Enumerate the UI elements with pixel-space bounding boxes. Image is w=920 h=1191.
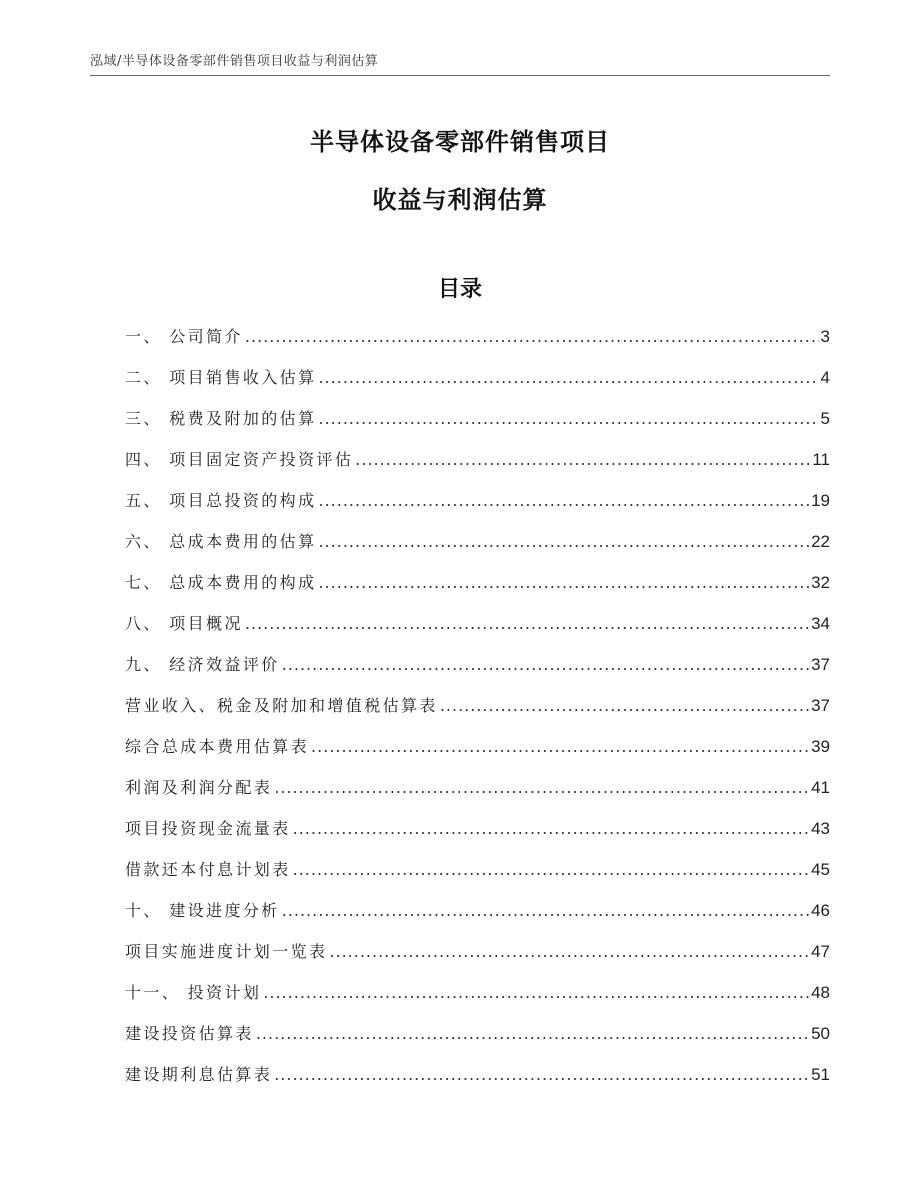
toc-entry[interactable]	[125, 316, 830, 357]
running-header: 泓域/半导体设备零部件销售项目收益与利润估算	[90, 54, 379, 69]
toc-entry-page: 19	[811, 491, 830, 510]
toc-entry-page: 50	[811, 1024, 830, 1043]
toc-entry-page: 22	[811, 532, 830, 551]
toc-entry-label: 综合总成本费用估算表	[125, 737, 310, 756]
table-of-contents	[125, 316, 830, 1095]
toc-entry-label: 一、 公司简介	[125, 327, 243, 346]
toc-entry-label: 借款还本付息计划表	[125, 860, 291, 879]
toc-entry-label: 十、 建设进度分析	[125, 901, 280, 920]
toc-entry-page: 34	[811, 614, 830, 633]
toc-leader-dots	[319, 480, 810, 521]
toc-entry[interactable]	[125, 644, 830, 685]
toc-leader-dots	[293, 808, 809, 849]
toc-entry-label: 八、 项目概况	[125, 614, 243, 633]
toc-entry[interactable]	[125, 603, 830, 644]
toc-leader-dots	[274, 1054, 809, 1095]
document-title-line-2: 收益与利润估算	[372, 186, 548, 214]
toc-entry[interactable]	[125, 972, 830, 1013]
toc-entry-page: 47	[811, 942, 830, 961]
toc-entry[interactable]	[125, 808, 830, 849]
toc-leader-dots	[256, 1013, 809, 1054]
toc-entry[interactable]	[125, 398, 830, 439]
toc-entry[interactable]	[125, 1054, 830, 1095]
toc-entry[interactable]	[125, 890, 830, 931]
toc-leader-dots	[319, 521, 810, 562]
toc-entry-page: 4	[820, 368, 830, 387]
toc-heading: 目录	[437, 277, 482, 302]
toc-leader-dots	[319, 562, 810, 603]
toc-entry-page: 51	[811, 1065, 830, 1084]
toc-entry-label: 七、 总成本费用的构成	[125, 573, 317, 592]
toc-entry-label: 建设期利息估算表	[125, 1065, 273, 1084]
toc-entry[interactable]	[125, 685, 830, 726]
toc-entry[interactable]	[125, 849, 830, 890]
toc-entry-page: 5	[820, 409, 830, 428]
toc-entry[interactable]	[125, 767, 830, 808]
toc-entry-page: 37	[811, 655, 830, 674]
toc-leader-dots	[319, 357, 819, 398]
toc-entry-label: 项目实施进度计划一览表	[125, 942, 328, 961]
toc-leader-dots	[293, 849, 809, 890]
toc-entry-label: 营业收入、税金及附加和增值税估算表	[125, 696, 438, 715]
toc-entry[interactable]	[125, 931, 830, 972]
toc-entry-page: 11	[812, 450, 830, 469]
toc-entry-page: 32	[811, 573, 830, 592]
toc-leader-dots	[319, 398, 819, 439]
toc-entry[interactable]	[125, 726, 830, 767]
toc-leader-dots	[282, 890, 809, 931]
toc-entry-page: 43	[811, 819, 830, 838]
toc-entry-label: 六、 总成本费用的估算	[125, 532, 317, 551]
toc-entry-label: 九、 经济效益评价	[125, 655, 280, 674]
toc-entry-label: 四、 项目固定资产投资评估	[125, 450, 354, 469]
toc-entry[interactable]	[125, 357, 830, 398]
toc-entry[interactable]	[125, 439, 830, 480]
toc-entry-page: 45	[811, 860, 830, 879]
toc-entry-page: 41	[811, 778, 830, 797]
toc-leader-dots	[311, 726, 809, 767]
toc-entry-label: 建设投资估算表	[125, 1024, 254, 1043]
toc-entry-page: 46	[811, 901, 830, 920]
toc-entry-label: 二、 项目销售收入估算	[125, 368, 317, 387]
toc-entry-page: 37	[811, 696, 830, 715]
toc-entry-label: 十一、 投资计划	[125, 983, 262, 1002]
toc-leader-dots	[329, 931, 809, 972]
toc-entry-page: 48	[811, 983, 830, 1002]
toc-leader-dots	[282, 644, 809, 685]
toc-leader-dots	[355, 439, 810, 480]
toc-entry-page: 39	[811, 737, 830, 756]
toc-entry[interactable]	[125, 562, 830, 603]
toc-leader-dots	[263, 972, 809, 1013]
toc-leader-dots	[245, 316, 819, 357]
toc-entry[interactable]	[125, 521, 830, 562]
toc-entry-label: 五、 项目总投资的构成	[125, 491, 317, 510]
toc-entry-label: 三、 税费及附加的估算	[125, 409, 317, 428]
toc-leader-dots	[274, 767, 809, 808]
toc-leader-dots	[440, 685, 809, 726]
header-divider	[90, 75, 830, 76]
toc-leader-dots	[245, 603, 809, 644]
toc-entry-label: 项目投资现金流量表	[125, 819, 291, 838]
toc-entry[interactable]	[125, 480, 830, 521]
toc-entry-page: 3	[820, 327, 830, 346]
document-title-line-1: 半导体设备零部件销售项目	[310, 128, 610, 156]
toc-entry[interactable]	[125, 1013, 830, 1054]
toc-entry-label: 利润及利润分配表	[125, 778, 273, 797]
